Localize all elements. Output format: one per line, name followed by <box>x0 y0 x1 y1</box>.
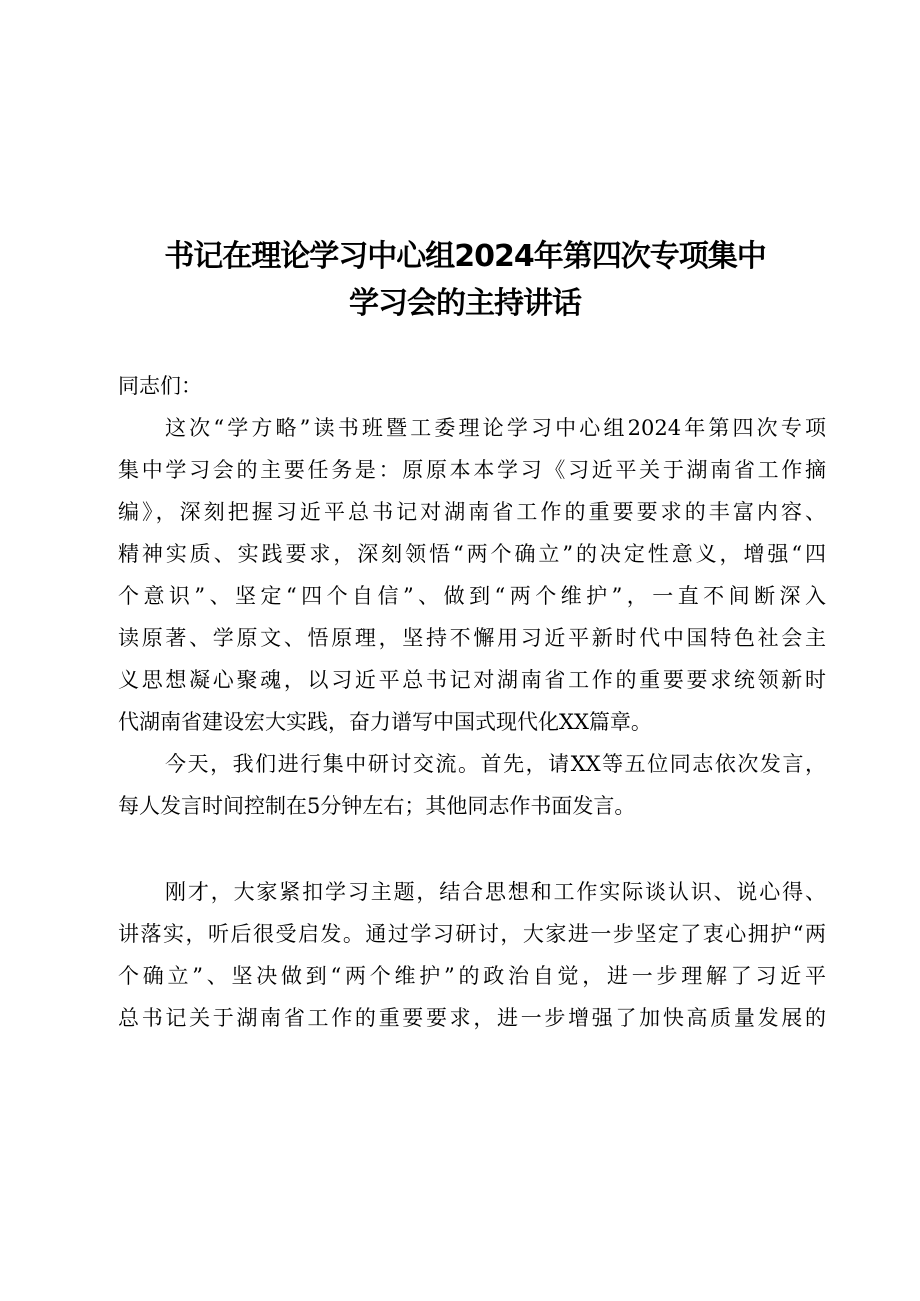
paragraph-3-line: 个确立”、坚决做到“两个维护”的政治自觉，进一步理解了习近平 <box>118 964 826 988</box>
paragraph-1-line: 集中学习会的主要任务是：原原本本学习《习近平关于湖南省工作摘 <box>118 458 826 482</box>
paragraph-3-line: 讲落实，听后很受启发。通过学习研讨，大家进一步坚定了衷心拥护“两 <box>118 922 826 946</box>
paragraph-1-line: 个意识”、坚定“四个自信”、做到“两个维护”，一直不间断深入 <box>118 584 826 608</box>
paragraph-1-line: 精神实质、实践要求，深刻领悟“两个确立”的决定性意义，增强“四 <box>118 542 826 566</box>
paragraph-1-line: 这次“学方略”读书班暨工委理论学习中心组2024年第四次专项 <box>165 416 826 440</box>
paragraph-1-line: 代湖南省建设宏大实践，奋力谱写中国式现代化XX篇章。 <box>118 710 652 734</box>
paragraph-3-line: 刚才，大家紧扣学习主题，结合思想和工作实际谈认识、说心得、 <box>165 880 826 904</box>
paragraph-1-line: 义思想凝心聚魂，以习近平总书记对湖南省工作的重要要求统领新时 <box>118 668 826 692</box>
document-title-line-1: 书记在理论学习中心组2024年第四次专项集中 <box>164 239 766 274</box>
paragraph-2-line: 今天，我们进行集中研讨交流。首先，请XX等五位同志依次发言， <box>165 752 826 776</box>
document-title-line-2: 学习会的主持讲话 <box>349 286 581 321</box>
salutation: 同志们： <box>118 374 202 398</box>
paragraph-3-line: 总书记关于湖南省工作的重要要求，进一步增强了加快高质量发展的 <box>118 1006 826 1030</box>
paragraph-2-line: 每人发言时间控制在5分钟左右；其他同志作书面发言。 <box>118 794 636 818</box>
paragraph-1-line: 读原著、学原文、悟原理，坚持不懈用习近平新时代中国特色社会主 <box>118 626 826 650</box>
paragraph-1-line: 编》，深刻把握习近平总书记对湖南省工作的重要要求的丰富内容、 <box>118 500 826 524</box>
